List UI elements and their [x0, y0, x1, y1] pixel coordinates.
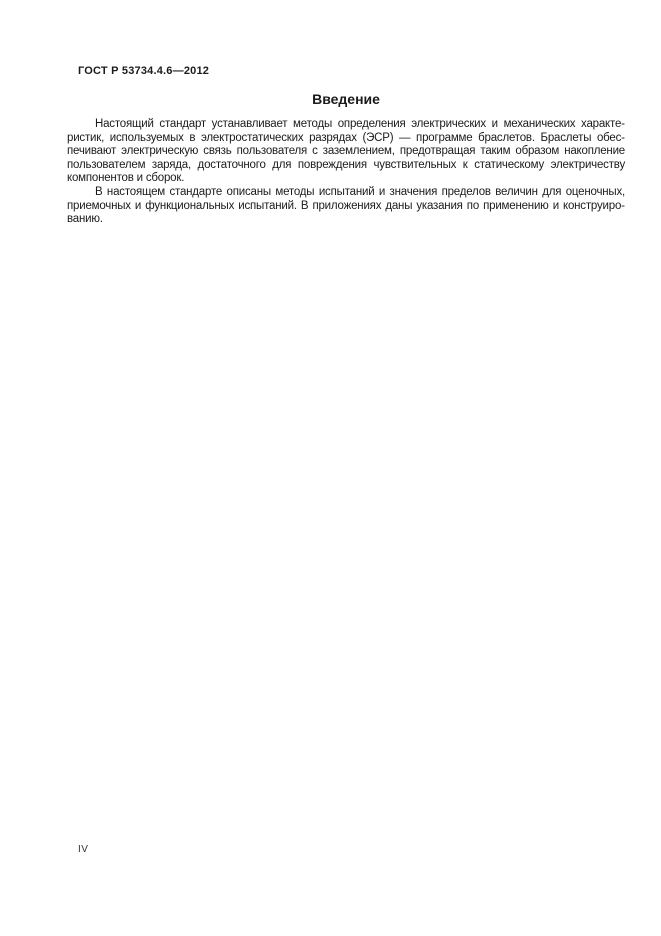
- page-number: IV: [78, 844, 89, 855]
- document-number-header: ГОСТ Р 53734.4.6—2012: [78, 65, 210, 77]
- intro-paragraph-1: Настоящий стандарт устанавливает методы определения электрических и механических характеристик, используемых в электростатических разрядах (ЭСР) — программе браслетов. Браслеты обеспечивают электрическую связь пользователя с заземлением, предотвращая таким образом накопление пользователем заряда, достаточного для повреждения чувствительных к статическому электричеству компонентов и сборок.: [67, 118, 625, 185]
- introduction-body: [67, 118, 625, 227]
- section-title: Введение: [312, 91, 380, 107]
- intro-paragraph-2: В настоящем стандарте описаны методы испытаний и значения пределов величин для оценочных, приемочных и функциональных испытаний. В приложениях даны указания по применению и конструированию.: [67, 185, 625, 226]
